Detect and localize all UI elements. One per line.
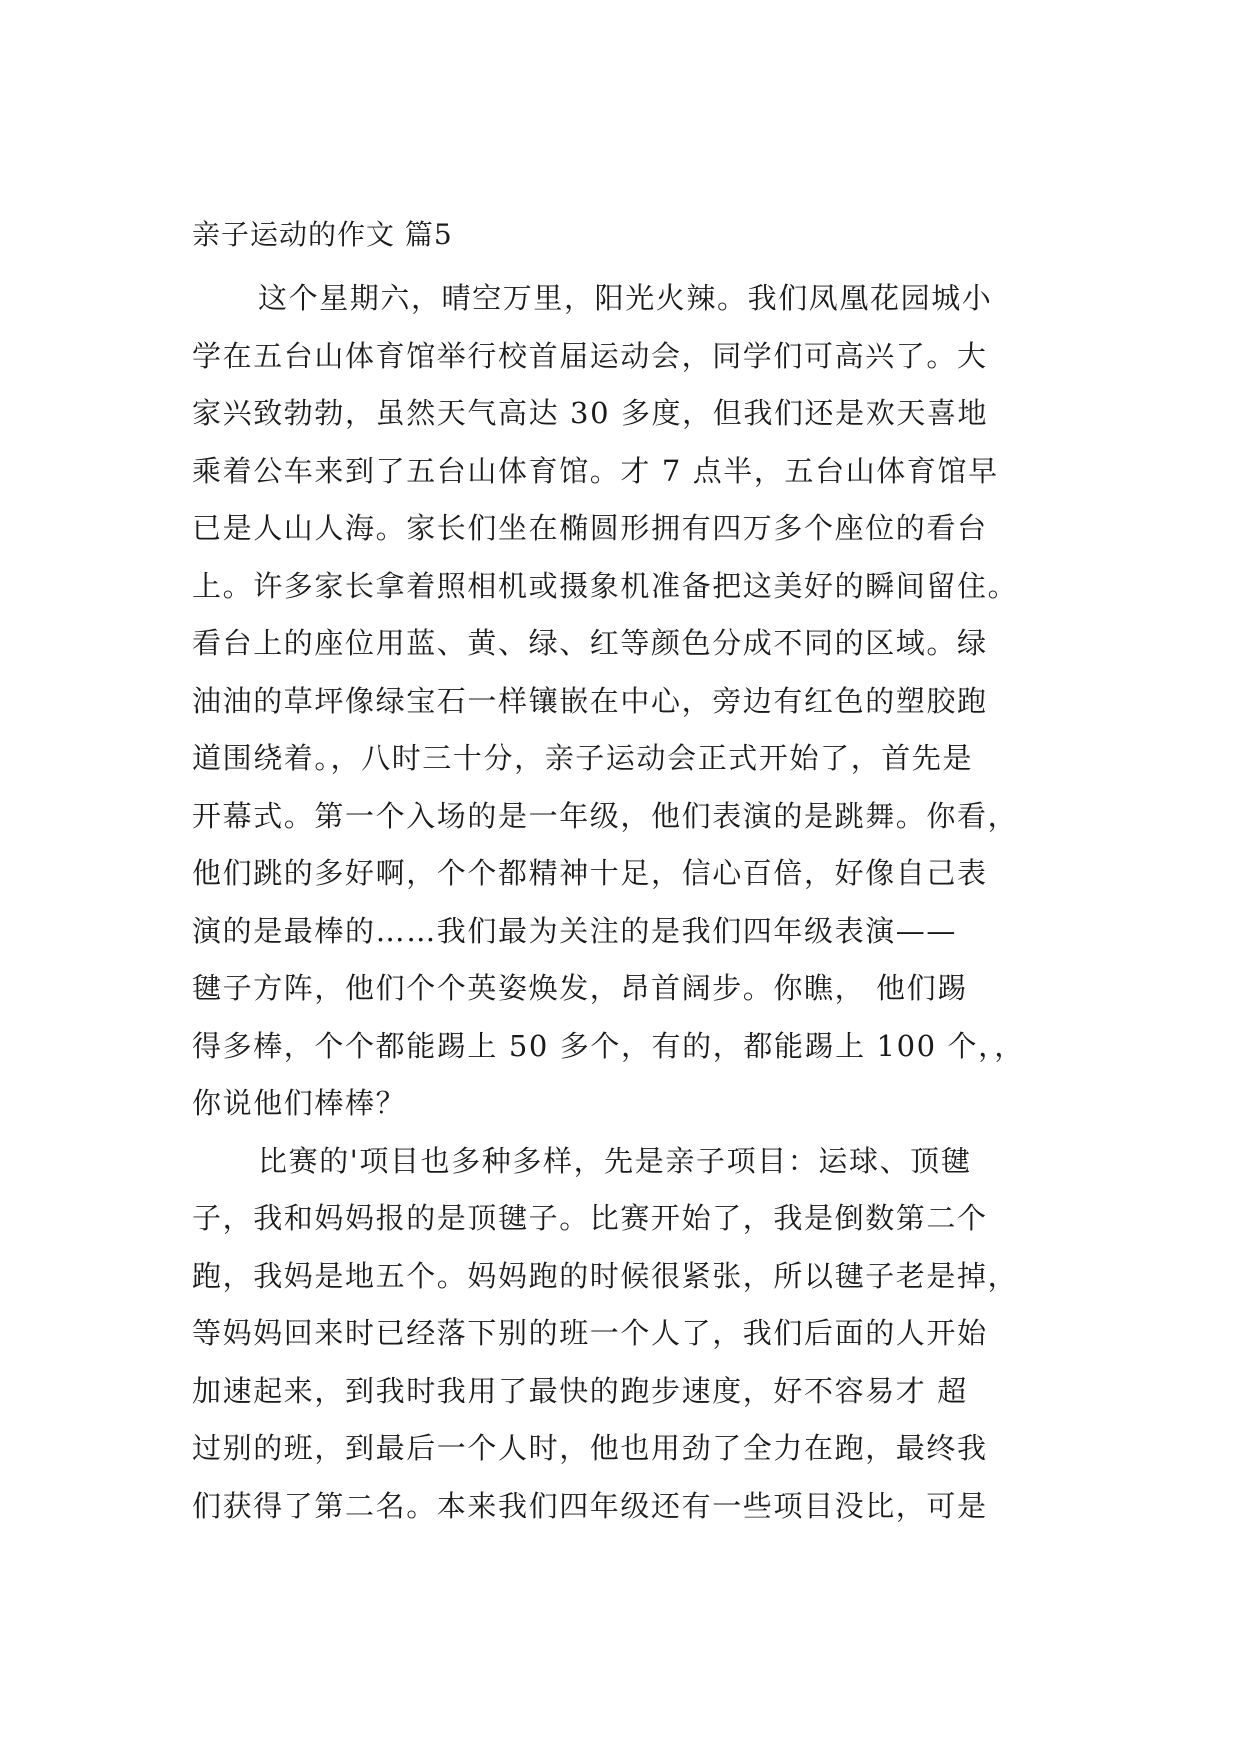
paragraph-line: 们获得了第二名。本来我们四年级还有一些项目没比，可是 [192,1488,988,1523]
paragraph-line: 跑，我妈是地五个。妈妈跑的时候很紧张，所以毽子老是掉， [192,1258,1019,1293]
paragraph-line: 已是人山人海。家长们坐在椭圆形拥有四万多个座位的看台 [192,511,988,545]
paragraph-line: 道围绕着。，八时三十分，亲子运动会正式开始了，首先是 [192,741,974,775]
paragraph-line: 乘着公车来到了五台山体育馆。才 7 点半，五台山体育馆早 [192,453,999,488]
paragraph-line: 你说他们棒棒？ [192,1086,407,1120]
document-title: 亲子运动的作文 篇5 [192,218,453,251]
paragraph-line: 演的是最棒的……我们最为关注的是我们四年级表演—— [192,913,958,948]
paragraph-line: 看台上的座位用蓝、黄、绿、红等颜色分成不同的区域。绿 [192,626,988,660]
paragraph-line: 得多棒，个个都能踢上 50 多个，有的，都能踢上 100 个，， [192,1028,1025,1063]
paragraph-line: 比赛的'项目也多种多样，先是亲子项目：运球、顶毽 [258,1143,972,1178]
paragraph-line: 家兴致勃勃，虽然天气高达 30 多度，但我们还是欢天喜地 [192,396,989,430]
paragraph-line: 等妈妈回来时已经落下别的班一个人了，我们后面的人开始 [192,1316,988,1350]
paragraph-line: 他们跳的多好啊，个个都精神十足，信心百倍，好像自己表 [192,856,988,890]
document-body [192,213,1054,1535]
paragraph-line: 学在五台山体育馆举行校首届运动会，同学们可高兴了。大 [192,338,988,373]
paragraph-line: 子，我和妈妈报的是顶毽子。比赛开始了，我是倒数第二个 [192,1201,988,1235]
paragraph-line: 过别的班，到最后一个人时，他也用劲了全力在跑，最终我 [192,1431,988,1465]
paragraph-line: 油油的草坪像绿宝石一样镶嵌在中心，旁边有红色的塑胶跑 [192,683,988,718]
paragraph-line: 毽子方阵，他们个个英姿焕发，昂首阔步。你瞧， 他们踢 [192,971,968,1005]
paragraph-line: 上。许多家长拿着照相机或摄象机准备把这美好的瞬间留住。 [192,568,1019,603]
paragraph-line: 开幕式。第一个入场的是一年级，他们表演的是跳舞。你看， [192,798,1019,833]
paragraph-line: 这个星期六，晴空万里，阳光火辣。我们凤凰花园城小 [258,281,993,315]
paragraph-line: 加速起来，到我时我用了最快的跑步速度，好不容易才 超 [192,1373,968,1408]
